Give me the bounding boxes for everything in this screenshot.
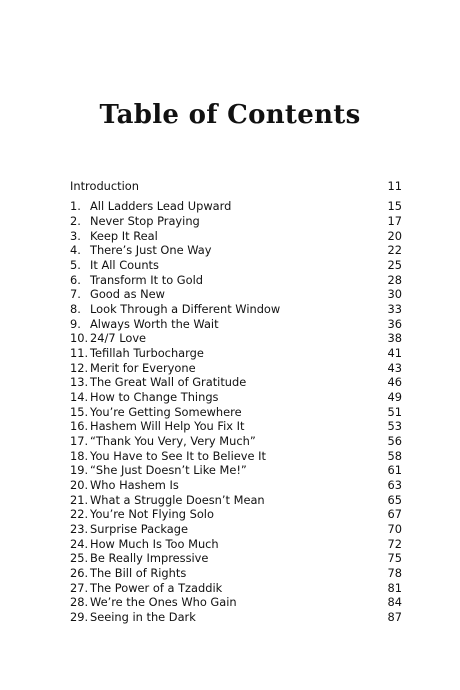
chapter-page-number: 61	[387, 463, 402, 478]
toc-entry	[70, 419, 402, 434]
toc-entry	[70, 507, 402, 522]
toc-entry	[70, 302, 402, 317]
toc-entry	[70, 316, 402, 331]
toc-entry	[70, 492, 402, 507]
toc-entry	[70, 566, 402, 581]
toc-entry-label	[70, 595, 237, 609]
chapter-page-number: 36	[387, 316, 402, 331]
chapter-number: 19.	[70, 463, 89, 478]
chapter-title: You’re Getting Somewhere	[90, 404, 242, 419]
chapter-title: How Much Is Too Much	[90, 536, 219, 551]
chapter-title: There’s Just One Way	[90, 243, 212, 258]
chapter-page-number: 87	[387, 610, 402, 625]
toc-chapter-list	[70, 199, 402, 624]
chapter-title: Be Really Impressive	[90, 551, 209, 566]
chapter-page-number: 22	[387, 243, 402, 258]
chapter-number: 10.	[70, 331, 89, 346]
chapter-number: 26.	[70, 566, 89, 581]
chapter-page-number: 63	[387, 478, 402, 493]
chapter-number: 3.	[70, 228, 81, 243]
chapter-number: 9.	[70, 316, 81, 331]
chapter-title: “Thank You Very, Very Much”	[90, 434, 256, 449]
toc-entry	[70, 463, 402, 478]
chapter-number: 27.	[70, 580, 89, 595]
toc-entry-label	[70, 331, 146, 345]
chapter-page-number: 67	[387, 507, 402, 522]
toc-entry-label	[70, 317, 219, 331]
toc-entry-label	[70, 566, 186, 580]
toc-entry-label	[70, 478, 179, 492]
chapter-page-number: 46	[387, 375, 402, 390]
toc-entry-label	[70, 551, 208, 565]
chapter-number: 24.	[70, 536, 89, 551]
chapter-page-number: 75	[387, 551, 402, 566]
chapter-title: Tefillah Turbocharge	[90, 346, 204, 361]
toc-entry	[70, 258, 402, 273]
toc-entry	[70, 580, 402, 595]
toc-entry	[70, 434, 402, 449]
chapter-title: 24/7 Love	[90, 331, 147, 346]
chapter-page-number: 58	[387, 448, 402, 463]
toc-entry-label	[70, 449, 266, 463]
chapter-title: Transform It to Gold	[90, 272, 203, 287]
toc-entry	[70, 536, 402, 551]
chapter-title: You’re Not Flying Solo	[90, 507, 214, 522]
toc-entry-label	[70, 507, 214, 521]
chapter-page-number: 25	[387, 258, 402, 273]
chapter-number: 22.	[70, 507, 89, 522]
toc-entry-label	[70, 287, 165, 301]
chapter-number: 1.	[70, 199, 81, 214]
toc-entry	[70, 228, 402, 243]
chapter-number: 20.	[70, 478, 89, 493]
chapter-page-number: 41	[387, 346, 402, 361]
toc-entry-introduction	[70, 178, 402, 193]
chapter-page-number: 65	[387, 492, 402, 507]
toc-entry	[70, 610, 402, 625]
chapter-number: 7.	[70, 287, 81, 302]
toc-entry-label	[70, 243, 211, 257]
toc-entry-label	[70, 522, 188, 536]
toc-entry	[70, 360, 402, 375]
chapter-title: Surprise Package	[90, 522, 188, 537]
toc-entry	[70, 272, 402, 287]
chapter-title: Seeing in the Dark	[90, 610, 196, 625]
toc-entry	[70, 287, 402, 302]
toc-entry	[70, 478, 402, 493]
chapter-number: 6.	[70, 272, 81, 287]
chapter-number: 29.	[70, 610, 89, 625]
chapter-title: You Have to See It to Believe It	[90, 448, 266, 463]
toc-entry	[70, 448, 402, 463]
toc-entry	[70, 243, 402, 258]
toc-entry-label	[70, 375, 246, 389]
chapter-number: 23.	[70, 522, 89, 537]
chapter-title: How to Change Things	[90, 390, 219, 405]
toc-entry-label	[70, 214, 200, 228]
chapter-title: All Ladders Lead Upward	[90, 199, 232, 214]
toc-entry-label	[70, 581, 222, 595]
toc-entry-label	[70, 258, 159, 272]
toc-entry-page: 11	[387, 178, 402, 193]
chapter-number: 12.	[70, 360, 89, 375]
chapter-page-number: 53	[387, 419, 402, 434]
toc-entry	[70, 390, 402, 405]
chapter-page-number: 70	[387, 522, 402, 537]
toc-entry-label	[70, 419, 244, 433]
toc-entry	[70, 199, 402, 214]
chapter-title: What a Struggle Doesn’t Mean	[90, 492, 265, 507]
chapter-number: 21.	[70, 492, 89, 507]
chapter-number: 13.	[70, 375, 89, 390]
chapter-page-number: 51	[387, 404, 402, 419]
toc-entry	[70, 331, 402, 346]
chapter-title: The Power of a Tzaddik	[90, 580, 223, 595]
chapter-title: Always Worth the Wait	[90, 316, 219, 331]
chapter-number: 25.	[70, 551, 89, 566]
toc-entry-label	[70, 346, 204, 360]
chapter-number: 18.	[70, 448, 89, 463]
chapter-page-number: 28	[387, 272, 402, 287]
chapter-number: 8.	[70, 302, 81, 317]
chapter-title: Good as New	[90, 287, 165, 302]
toc-entry-label	[70, 199, 231, 213]
chapter-title: The Great Wall of Gratitude	[90, 375, 247, 390]
chapter-page-number: 49	[387, 390, 402, 405]
chapter-page-number: 81	[387, 580, 402, 595]
chapter-page-number: 38	[387, 331, 402, 346]
chapter-page-number: 33	[387, 302, 402, 317]
chapter-number: 11.	[70, 346, 89, 361]
chapter-title: Look Through a Different Window	[90, 302, 281, 317]
chapter-number: 17.	[70, 434, 89, 449]
chapter-number: 28.	[70, 595, 89, 610]
chapter-number: 4.	[70, 243, 81, 258]
chapter-title: We’re the Ones Who Gain	[90, 595, 237, 610]
toc-entry-label	[70, 273, 203, 287]
chapter-page-number: 72	[387, 536, 402, 551]
chapter-title: Never Stop Praying	[90, 214, 200, 228]
chapter-page-number: 56	[387, 434, 402, 449]
chapter-title: Merit for Everyone	[90, 360, 196, 375]
chapter-number: 14.	[70, 390, 89, 405]
chapter-number: 15.	[70, 404, 89, 419]
toc-entry-label	[70, 537, 219, 551]
toc-entry-label	[70, 493, 265, 507]
toc-entry	[70, 214, 402, 229]
chapter-page-number: 43	[387, 360, 402, 375]
chapter-title: “She Just Doesn’t Like Me!”	[90, 463, 247, 478]
toc-entry	[70, 522, 402, 537]
toc-entry-label	[70, 302, 280, 316]
chapter-title: Keep It Real	[90, 228, 158, 243]
page-title: Table of Contents	[99, 100, 361, 130]
toc-entry-label	[70, 434, 256, 448]
chapter-page-number: 30	[387, 287, 402, 302]
chapter-page-number: 78	[387, 566, 402, 581]
toc-entry	[70, 375, 402, 390]
chapter-number: 16.	[70, 419, 89, 434]
chapter-number: 5.	[70, 258, 81, 273]
toc-entry-label	[70, 463, 247, 477]
toc-entry-label	[70, 361, 196, 375]
chapter-title: The Bill of Rights	[90, 566, 187, 581]
toc-entry-label	[70, 610, 196, 624]
toc-entry-label	[70, 405, 242, 419]
chapter-page-number: 84	[387, 595, 402, 610]
chapter-page-number: 15	[387, 199, 402, 214]
toc-entry-label	[70, 229, 158, 243]
toc-entry	[70, 551, 402, 566]
chapter-page-number: 20	[387, 228, 402, 243]
chapter-title: It All Counts	[90, 258, 159, 273]
chapter-number: 2.	[70, 214, 81, 228]
chapter-title: Hashem Will Help You Fix It	[90, 419, 245, 434]
toc-entry-title: Introduction	[70, 178, 139, 193]
toc-entry	[70, 346, 402, 361]
toc-entry-label	[70, 390, 218, 404]
toc-entry	[70, 595, 402, 610]
toc-entry	[70, 404, 402, 419]
chapter-title: Who Hashem Is	[90, 478, 179, 493]
chapter-page-number: 17	[387, 214, 402, 228]
